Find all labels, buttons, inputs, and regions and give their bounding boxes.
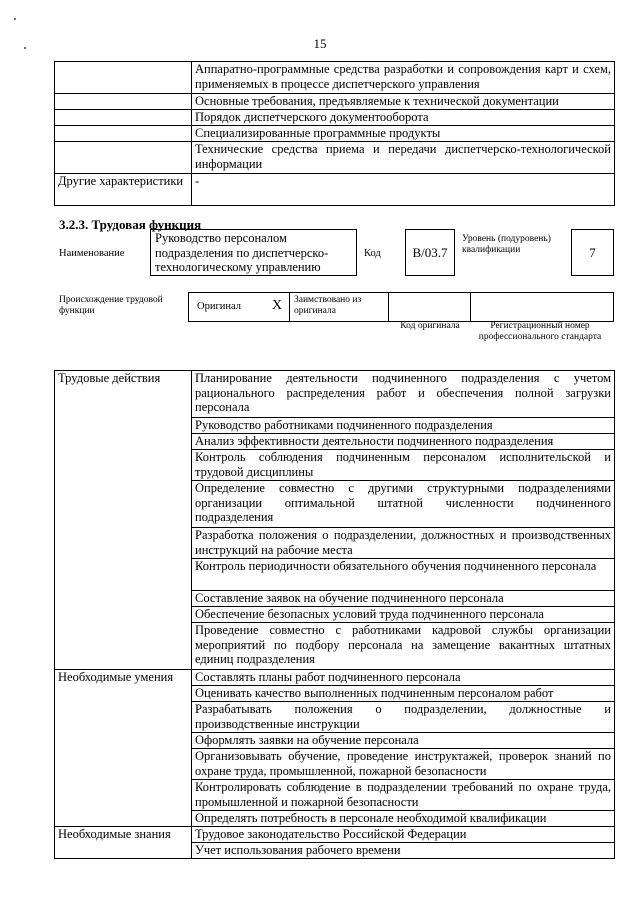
original-code-caption: Код оригинала — [400, 321, 460, 331]
labor-action-item: Контроль соблюдения подчиненным персоналом исполнительской и трудовой дисциплины — [192, 450, 615, 481]
registration-number-cell — [470, 292, 614, 322]
top-table — [54, 61, 615, 206]
labor-action-item: Обеспечение безопасных условий труда подчиненного персонала — [192, 607, 615, 623]
original-label: Оригинал — [197, 301, 241, 312]
other-characteristics-value: - — [192, 174, 615, 206]
labor-action-item: Определение совместно с другими структурными подразделениями организации оптимальной штатной численности подчиненного подразделения — [192, 481, 615, 528]
other-characteristics-label: Другие характеристики — [55, 174, 192, 206]
function-name-box: Руководство персоналом подразделения по диспетчерско-технологическому управлению — [150, 229, 357, 276]
original-mark: X — [272, 298, 283, 313]
borrowed-label: Заимствовано из оригинала — [294, 295, 362, 316]
required-skills-label: Необходимые умения — [55, 670, 192, 827]
labor-function-heading: 3.2.3. Трудовая функция — [59, 217, 202, 232]
labor-action-item: Анализ эффективности деятельности подчиненного подразделения — [192, 434, 615, 450]
skill-item: Разрабатывать положения о подразделении, должностные и производственные инструкции — [192, 702, 615, 733]
top-table-right-cell: Основные требования, предъявляемые к технической документации — [192, 94, 615, 110]
top-table-left-cell — [55, 126, 192, 142]
labor-action-item: Планирование деятельности подчиненного подразделения с учетом рационального распределения работ и обеспечения полной загрузки персонала — [192, 371, 615, 418]
origin-label: Происхождение трудовой функции — [59, 295, 163, 316]
knowledge-item: Трудовое законодательство Российской Федерации — [192, 827, 615, 843]
scan-speck — [14, 18, 16, 20]
required-knowledge-label: Необходимые знания — [55, 827, 192, 859]
top-table-left-cell — [55, 142, 192, 174]
registration-number-caption: Регистрационный номер профессионального стандарта — [478, 321, 602, 342]
top-table-right-cell: Специализированные программные продукты — [192, 126, 615, 142]
top-table-right-cell: Порядок диспетчерского документооборота — [192, 110, 615, 126]
original-code-cell — [388, 292, 471, 322]
qualification-level-label: Уровень (подуровень) квалификации — [462, 234, 551, 255]
main-table — [54, 370, 615, 859]
labor-action-item: Составление заявок на обучение подчиненного персонала — [192, 591, 615, 607]
top-table-left-cell — [55, 62, 192, 94]
skill-item: Контролировать соблюдение в подразделении требований по охране труда, промышленной и пожарной безопасности — [192, 780, 615, 811]
labor-action-item: Контроль периодичности обязательного обучения подчиненного персонала — [192, 559, 615, 591]
top-table-left-cell — [55, 94, 192, 110]
labor-action-item: Проведение совместно с работниками кадровой службы организации мероприятий по подбору персонала на замещение вакантных штатных единиц подразделения — [192, 623, 615, 670]
name-label: Наименование — [59, 248, 125, 259]
labor-action-item: Руководство работниками подчиненного подразделения — [192, 418, 615, 434]
qualification-level-box: 7 — [571, 229, 614, 276]
labor-actions-label: Трудовые действия — [55, 371, 192, 670]
knowledge-item: Учет использования рабочего времени — [192, 843, 615, 859]
skill-item: Организовывать обучение, проведение инструктажей, проверок знаний по охране труда, промышленной, пожарной безопасности — [192, 749, 615, 780]
code-label: Код — [364, 248, 381, 259]
scan-speck — [24, 47, 26, 49]
skill-item: Составлять планы работ подчиненного персонала — [192, 670, 615, 686]
top-table-left-cell — [55, 110, 192, 126]
labor-action-item: Разработка положения о подразделении, должностных и производственных инструкций на рабочие места — [192, 528, 615, 559]
function-code-box: B/03.7 — [405, 229, 455, 276]
skill-item: Оценивать качество выполненных подчиненным персоналом работ — [192, 686, 615, 702]
page-number: 15 — [313, 36, 327, 51]
skill-item: Определять потребность в персонале необходимой квалификации — [192, 811, 615, 827]
top-table-right-cell: Аппаратно-программные средства разработки и сопровождения карт и схем, применяемых в процессе диспетчерского управления — [192, 62, 615, 94]
top-table-right-cell: Технические средства приема и передачи диспетчерско-технологической информации — [192, 142, 615, 174]
skill-item: Оформлять заявки на обучение персонала — [192, 733, 615, 749]
